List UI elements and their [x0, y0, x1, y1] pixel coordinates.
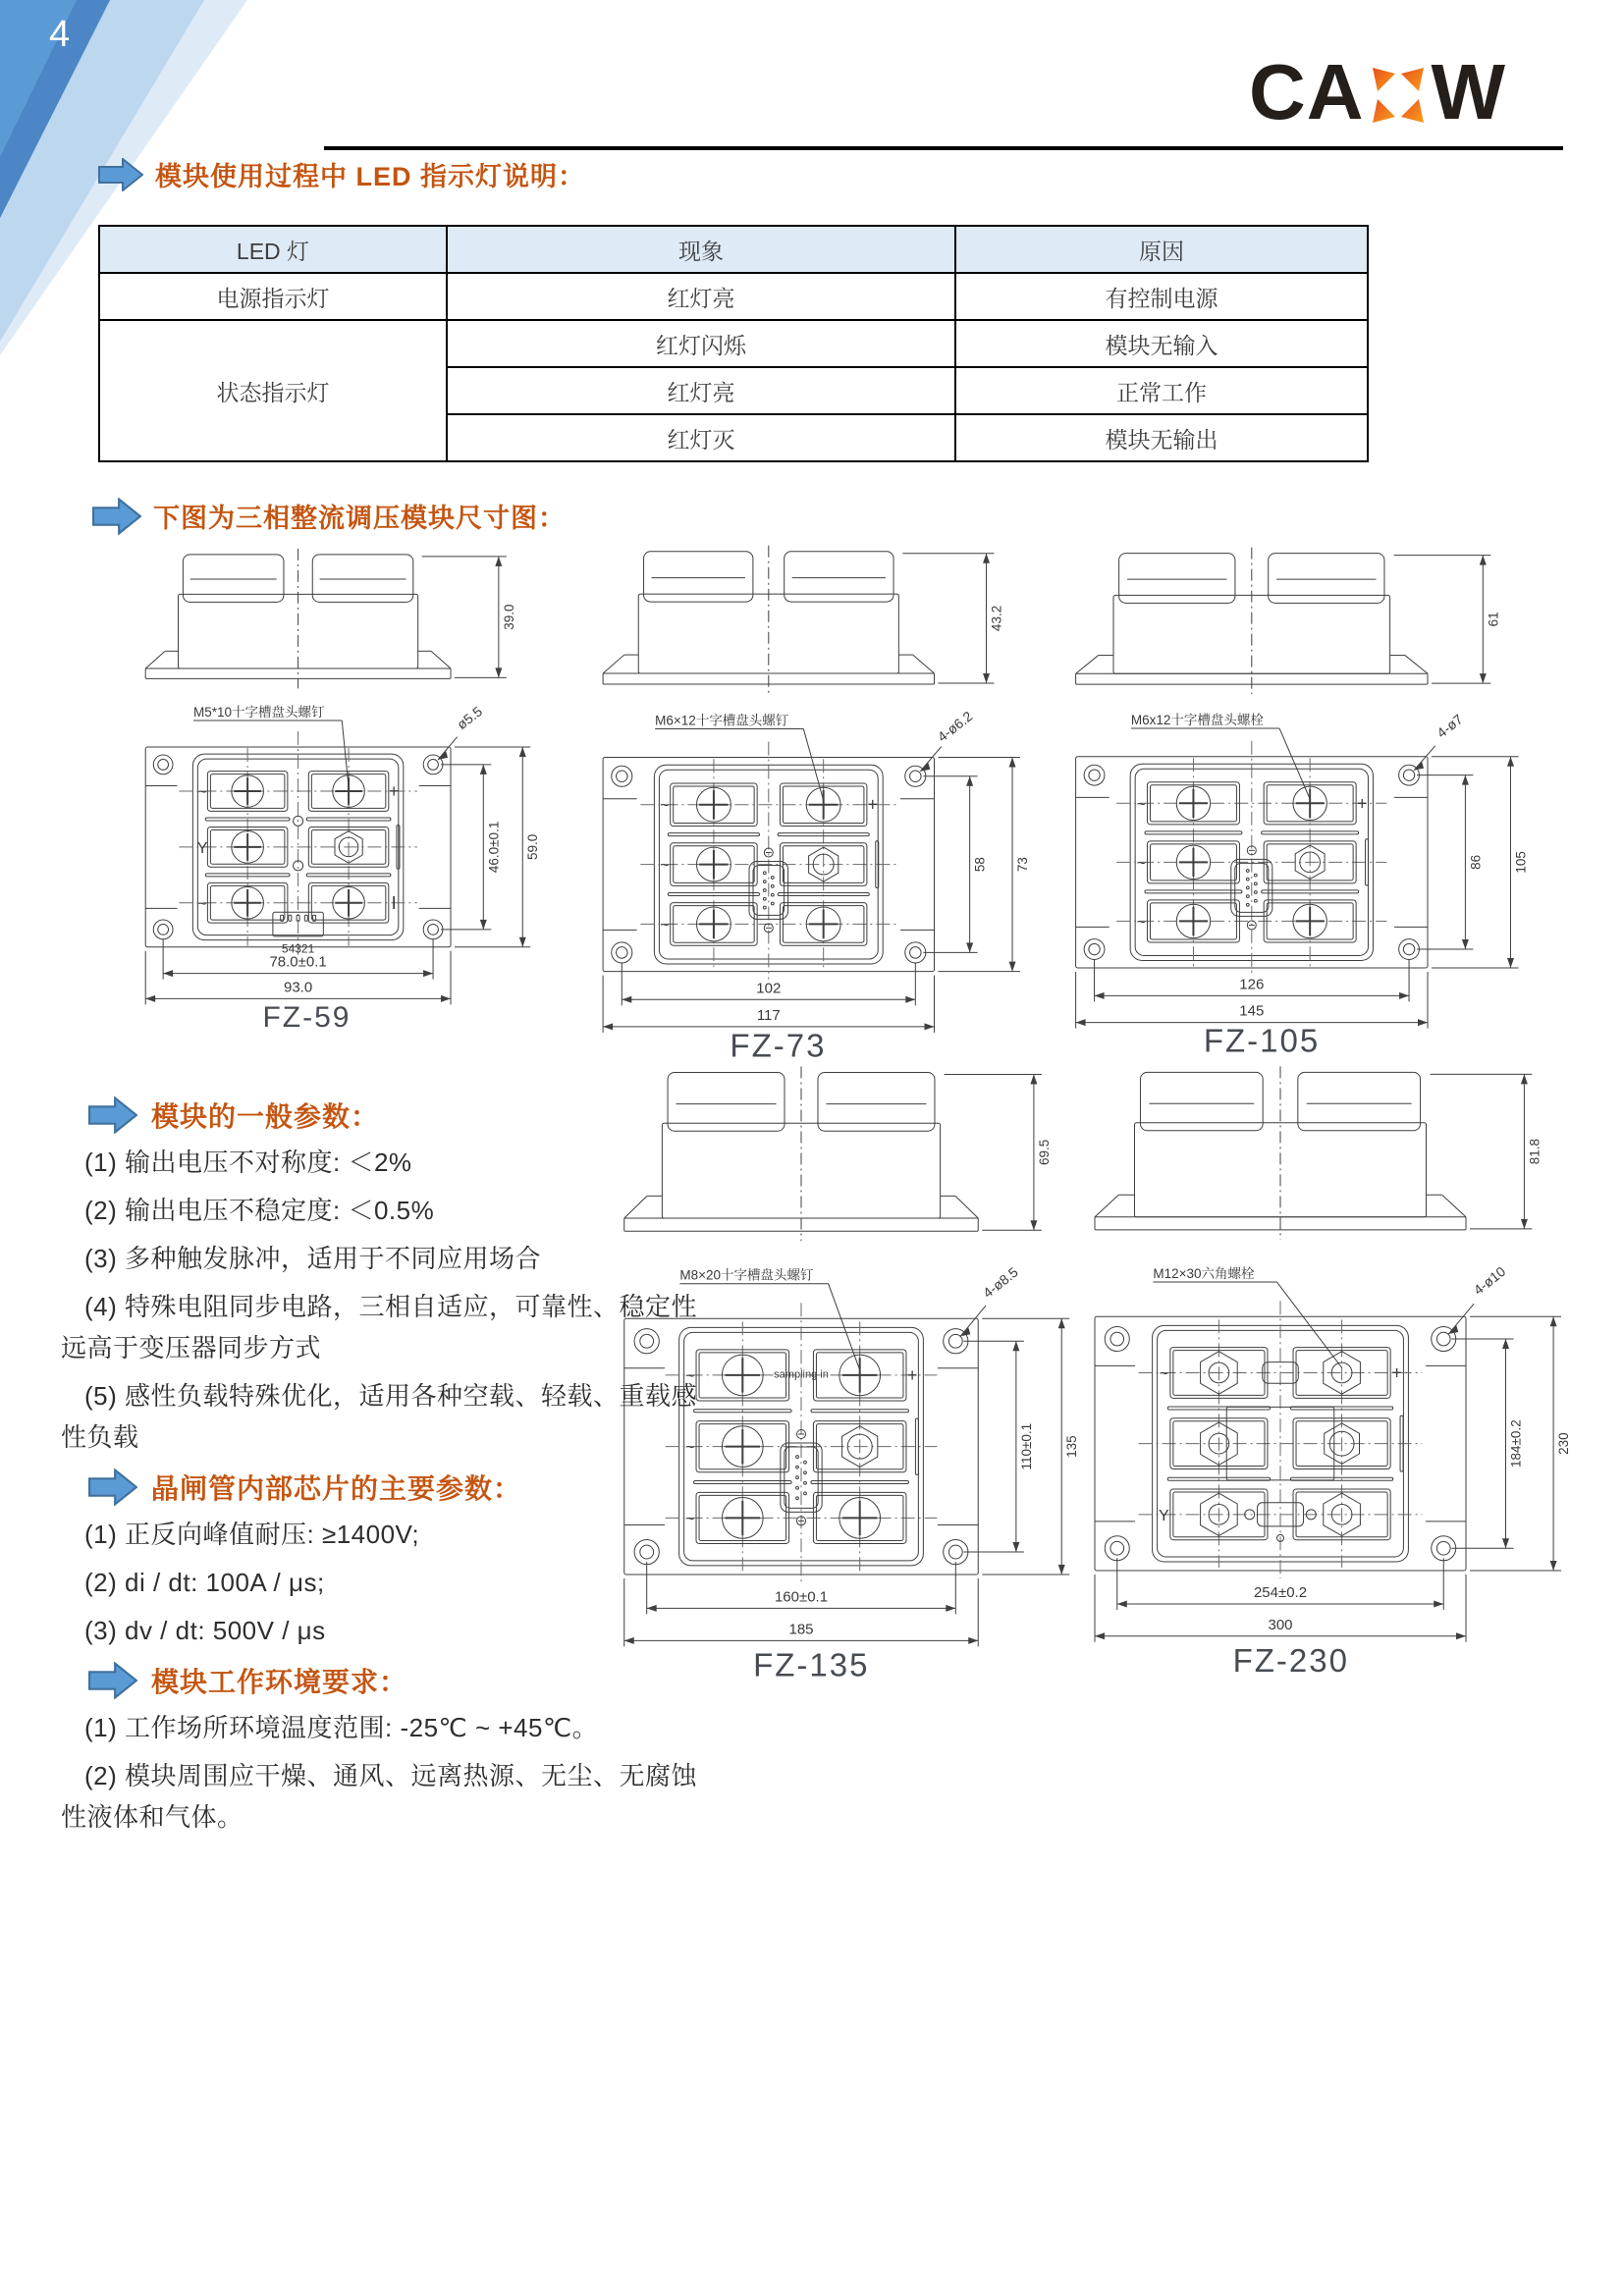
block-arrow-icon — [88, 1096, 137, 1134]
cell-reason: 正常工作 — [955, 367, 1368, 414]
svg-text:+: + — [906, 1364, 918, 1385]
svg-text:117: 117 — [756, 1006, 781, 1024]
svg-text:~: ~ — [660, 797, 670, 815]
brand-logo — [1249, 48, 1507, 135]
dimension-drawing-fz-59 — [124, 542, 560, 1048]
section-heading-led — [98, 155, 585, 193]
cell-reason: 模块无输入 — [955, 320, 1368, 367]
drawing-caption: FZ-230 — [1232, 1641, 1349, 1679]
svg-text:69.5: 69.5 — [1036, 1139, 1052, 1165]
svg-text:+: + — [1391, 1362, 1402, 1383]
svg-text:~: ~ — [197, 784, 207, 802]
svg-text:~: ~ — [1136, 796, 1146, 814]
svg-text:+: + — [867, 794, 878, 815]
block-arrow-icon — [92, 498, 141, 535]
svg-text:110±0.1: 110±0.1 — [1018, 1422, 1034, 1470]
svg-text:Y: Y — [1158, 1507, 1169, 1524]
svg-text:61: 61 — [1486, 612, 1501, 627]
svg-text:M8×20十字槽盘头螺钉: M8×20十字槽盘头螺钉 — [679, 1267, 814, 1283]
logo-text-left: CA — [1249, 48, 1365, 135]
logo-text-right: W — [1431, 48, 1507, 135]
svg-text:185: 185 — [788, 1621, 814, 1638]
svg-text:54321: 54321 — [281, 941, 315, 956]
svg-text:102: 102 — [756, 980, 782, 997]
block-arrow-icon — [88, 1662, 137, 1699]
svg-text:4-ø6.2: 4-ø6.2 — [934, 708, 976, 745]
section-heading-general-params — [88, 1095, 701, 1135]
svg-text:~: ~ — [197, 895, 207, 913]
dimension-drawing-fz-105 — [1051, 540, 1553, 1075]
svg-text:254±0.2: 254±0.2 — [1253, 1584, 1308, 1602]
section-heading-environment — [88, 1661, 701, 1700]
block-arrow-icon — [98, 158, 143, 191]
svg-text:4-ø10: 4-ø10 — [1470, 1263, 1509, 1299]
logo-x-spark-icon — [1367, 64, 1430, 127]
section-heading-dimensions-text: 下图为三相整流调压模块尺寸图： — [153, 504, 566, 533]
svg-text:Y: Y — [196, 839, 208, 857]
svg-text:M6×12十字槽盘头螺钉: M6×12十字槽盘头螺钉 — [655, 713, 789, 728]
drawing-caption: FZ-105 — [1203, 1022, 1321, 1059]
parameters-text-block — [61, 1086, 701, 1844]
table-row — [99, 273, 1368, 320]
svg-text:39.0: 39.0 — [501, 604, 516, 630]
svg-text:~: ~ — [685, 1439, 695, 1457]
svg-text:86: 86 — [1468, 854, 1484, 870]
svg-text:145: 145 — [1239, 1002, 1265, 1020]
table-row — [99, 320, 1368, 367]
svg-text:+: + — [1357, 793, 1368, 814]
svg-text:43.2: 43.2 — [989, 605, 1004, 632]
svg-text:M5*10十字槽盘头螺钉: M5*10十字槽盘头螺钉 — [193, 705, 325, 721]
page-number: 4 — [49, 14, 71, 55]
cell-phenomenon: 红灯亮 — [447, 367, 955, 414]
drawing-caption: FZ-59 — [262, 1000, 352, 1034]
cell-reason: 有控制电源 — [955, 273, 1368, 320]
drawing-caption: FZ-135 — [753, 1646, 870, 1683]
param-item: (5) 感性负载特殊优化，适用各种空载、轻载、重载感性负载 — [61, 1381, 698, 1452]
param-item: (1) 工作场所环境温度范围: -25℃ ~ +45℃。 — [84, 1713, 599, 1742]
dimension-drawing-fz-73 — [579, 538, 1053, 1080]
col-header-led: LED 灯 — [99, 226, 447, 273]
svg-text:58: 58 — [972, 857, 988, 873]
cell-led: 电源指示灯 — [99, 273, 447, 320]
svg-text:93.0: 93.0 — [283, 979, 313, 996]
param-item: (2) 输出电压不稳定度: ＜0.5% — [84, 1196, 435, 1225]
svg-text:~: ~ — [685, 1367, 695, 1385]
svg-text:4-ø7: 4-ø7 — [1434, 711, 1466, 741]
param-item: (1) 正反向峰值耐压: ≥1400V; — [84, 1520, 420, 1549]
svg-text:46.0±0.1: 46.0±0.1 — [486, 821, 502, 874]
param-item: (1) 输出电压不对称度: ＜2% — [84, 1148, 412, 1177]
svg-text:184±0.2: 184±0.2 — [1508, 1419, 1524, 1468]
param-item: (2) di / dt: 100A / μs; — [84, 1568, 325, 1597]
svg-text:78.0±0.1: 78.0±0.1 — [269, 953, 327, 971]
svg-text:~: ~ — [1159, 1365, 1168, 1383]
block-arrow-icon — [88, 1468, 137, 1506]
svg-text:M12×30六角螺栓: M12×30六角螺栓 — [1153, 1265, 1255, 1281]
table-header-row — [99, 226, 1368, 273]
section-heading-led-text: 模块使用过程中 LED 指示灯说明： — [155, 162, 586, 191]
svg-text:~: ~ — [660, 917, 670, 934]
svg-text:~: ~ — [685, 1511, 695, 1528]
param-item: (2) 模块周围应干燥、通风、远离热源、无尘、无腐蚀性液体和气体。 — [61, 1761, 698, 1832]
svg-text:~: ~ — [660, 857, 670, 875]
svg-text:300: 300 — [1268, 1616, 1293, 1633]
environment-heading-text: 模块工作环境要求： — [151, 1667, 408, 1697]
led-indicator-table — [98, 225, 1369, 462]
svg-text:M6x12十字槽盘头螺栓: M6x12十字槽盘头螺栓 — [1130, 713, 1264, 728]
general-params-heading-text: 模块的一般参数： — [151, 1101, 380, 1132]
svg-text:~: ~ — [1136, 855, 1146, 873]
svg-text:ø5.5: ø5.5 — [454, 703, 486, 733]
section-heading-dimensions — [92, 497, 566, 535]
svg-text:160±0.1: 160±0.1 — [774, 1588, 829, 1606]
col-header-reason: 原因 — [955, 226, 1368, 273]
svg-text:+: + — [388, 781, 400, 802]
svg-text:I: I — [391, 892, 397, 913]
drawing-caption: FZ-73 — [730, 1027, 827, 1064]
svg-text:135: 135 — [1064, 1435, 1080, 1458]
thyristor-heading-text: 晶闸管内部芯片的主要参数： — [151, 1473, 522, 1504]
section-heading-thyristor-params — [88, 1468, 701, 1507]
cell-phenomenon: 红灯灭 — [447, 414, 955, 461]
dimension-drawing-fz-230 — [1068, 1056, 1598, 1699]
svg-text:105: 105 — [1513, 851, 1529, 874]
svg-text:4-ø8.5: 4-ø8.5 — [980, 1263, 1021, 1302]
svg-text:73: 73 — [1015, 857, 1031, 873]
svg-text:~: ~ — [1136, 914, 1146, 932]
param-item: (3) 多种触发脉冲，适用于不同应用场合 — [84, 1244, 542, 1273]
param-item: (3) dv / dt: 500V / μs — [84, 1616, 326, 1645]
svg-text:126: 126 — [1239, 976, 1265, 993]
cell-reason: 模块无输出 — [955, 414, 1368, 461]
header-rule — [324, 146, 1563, 150]
cell-phenomenon: 红灯闪烁 — [447, 320, 955, 367]
svg-text:81.8: 81.8 — [1527, 1138, 1543, 1165]
cell-phenomenon: 红灯亮 — [447, 273, 955, 320]
col-header-phenomenon: 现象 — [447, 226, 955, 273]
svg-text:sampling in: sampling in — [774, 1368, 829, 1381]
cell-led: 状态指示灯 — [99, 320, 447, 461]
svg-text:230: 230 — [1556, 1432, 1572, 1455]
param-item: (4) 特殊电阻同步电路，三相自适应，可靠性、稳定性远高于变压器同步方式 — [61, 1292, 698, 1362]
svg-text:59.0: 59.0 — [525, 833, 541, 861]
